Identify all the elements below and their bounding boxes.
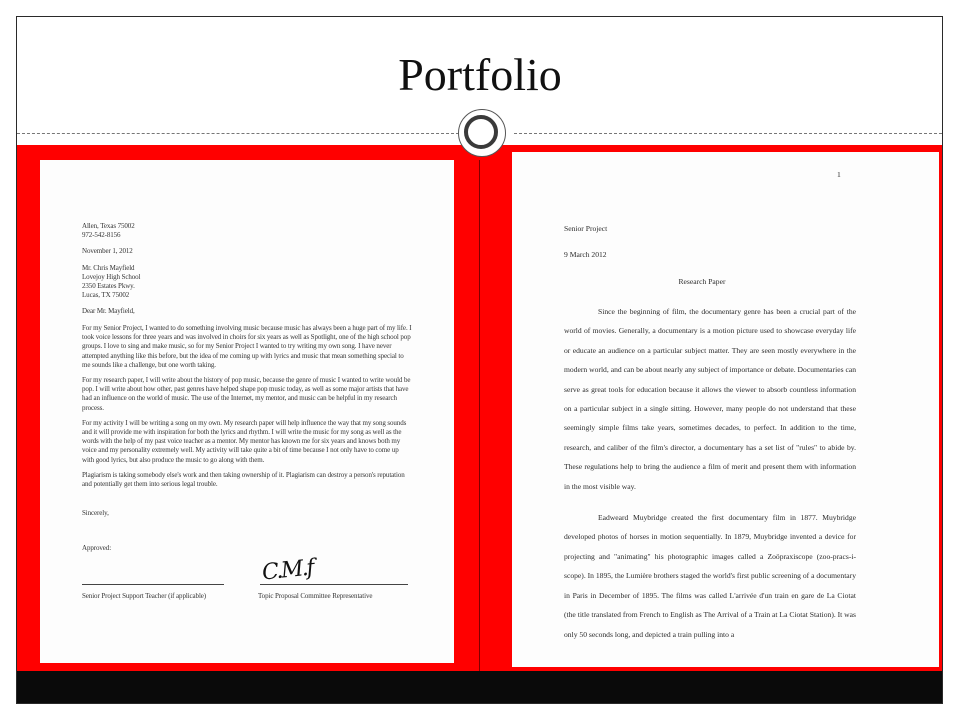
letter-paragraph: For my activity I will be writing a song on my own. My research paper will help influence the way that my song sounds and it will provide me with inspiration for both the lyrics and rhythm. I will write the music for my song as well as the words with the help of my past voice teacher as a mentor. My mentor has known me for six years and knows both my voice and my personality extremely well. My activity will take quite a bit of time because I not only have to come up with good lyrics, but also produce the music to go along with them. [82, 418, 407, 464]
letter-recipient-line: 2350 Estates Pkwy. [82, 282, 135, 291]
paper-body [564, 302, 856, 639]
signature-line-left [82, 584, 224, 585]
signature-label-right: Topic Proposal Committee Representative [258, 592, 373, 600]
letter-paragraph: For my Senior Project, I wanted to do something involving music because music has always been a huge part of my life. I took voice lessons for three years and was involved in choirs for six years as well as Spotlight, one of the high school pop groups. I love to sing and make music, so for my Senior Project I wanted to try writing my own song. I have never attempted anything like this before, but the idea of me coming up with lyrics and music that mean something special to me sounds like a challenge, but one worth taking. [82, 324, 412, 369]
proposal-letter-image [40, 160, 454, 663]
letter-address-line: Allen, Texas 75002 [82, 222, 135, 230]
letter-paragraph: For my research paper, I will write about the history of pop music, because the genre of music I wanted to write would be pop. I will write about how other, past genres have helped shape pop music today, as well as some major artists that have had an influence on the world of music. The use of the Internet, my mentor, and music can be helpful in my research process. [82, 376, 411, 412]
title-divider-left [17, 133, 459, 134]
letter-recipient-line: Lucas, TX 75002 [82, 291, 130, 300]
center-divider [479, 160, 480, 671]
paper-page-number: 1 [837, 170, 841, 179]
paper-header-line: Senior Project [564, 224, 608, 233]
slide-title: Portfolio [398, 49, 562, 100]
letter-recipient-line: Lovejoy High School [82, 272, 141, 281]
letter-closing: Sincerely, [82, 509, 109, 517]
title-divider-right [514, 133, 942, 134]
paper-title: Research Paper [678, 277, 726, 286]
circle-ornament-icon [458, 109, 506, 157]
letter-date: November 1, 2012 [82, 247, 133, 256]
letter-salutation: Dear Mr. Mayfield, [82, 307, 135, 316]
signature-line-right [260, 584, 408, 585]
paper-date: 9 March 2012 [564, 250, 607, 259]
paper-paragraph: Eadweard Muybridge created the first documentary film in 1877. Muybridge developed photos of horses in motion sequentially. In 1879, Muybridge invented a device for projecting and "animating" his photographic images called a Zoöpraxiscope (zoo-pracs-i-scope). In 1895, the Lumière brothers staged the world's first public screening of a documentary in Paris in December of 1895. The films was called L'arrivée d'un train en gare de La Ciotat (the title translated from French to English as The Arrival of a Train at La Ciotat Station). It was only 50 seconds long, and depicted a train pulling into a [564, 513, 856, 639]
approved-label: Approved: [82, 544, 112, 552]
letter-header [82, 222, 412, 317]
letter-body [82, 324, 412, 524]
signature: C.M.f [260, 555, 314, 586]
letter-paragraph: Plagiarism is taking somebody else's work and then taking ownership of it. Plagiarism can destroy a person's reputation and potentially get them into serious legal trouble. [82, 470, 405, 489]
paper-paragraph: Since the beginning of film, the documentary genre has been a crucial part of the world of movies. Generally, a documentary is a motion picture used to showcase everyday life or educate an audience on a particular subject matter. They are seen mostly everywhere in the modern world, and can be about nearly any subject of importance or debate. Documentaries can serve as great tools for education because it allows the viewer to absorb countless information on a particular subject in a single sitting. However, many people do not understand that these seemingly simple films take years, sometimes decades, to perfect. In addition to the time, research, and caliber of the film's director, a documentary has a set list of "rules" to abide by. These regulations help to bring the audience a film of merit and present them with information in the most visible way. [564, 307, 856, 491]
signature-label-left: Senior Project Support Teacher (if applicable) [82, 592, 207, 600]
letter-phone-line: 972-542-8156 [82, 231, 121, 240]
research-paper-image [512, 152, 939, 667]
letter-recipient-line: Mr. Chris Mayfield [82, 263, 135, 272]
footer-bar [17, 671, 942, 703]
